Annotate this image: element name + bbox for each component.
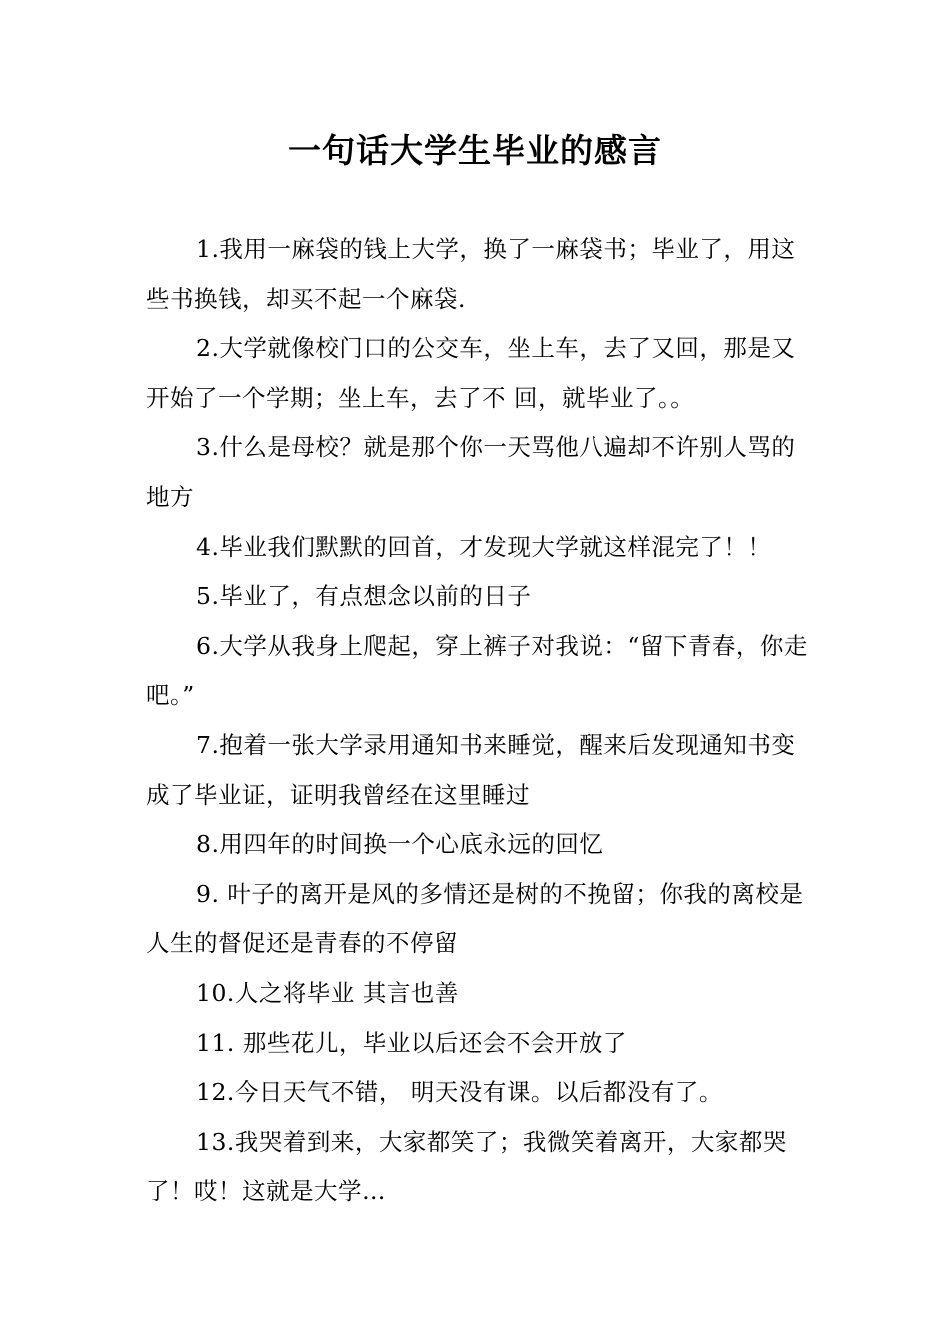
document-title: 一句话大学生毕业的感言 bbox=[288, 131, 662, 170]
quote-item-7: 7.抱着一张大学录用通知书来睡觉，醒来后发现通知书变成了毕业证，证明我曾经在这里睡过 bbox=[146, 730, 796, 809]
quote-item-11: 11. 那些花儿，毕业以后还会不会开放了 bbox=[196, 1028, 627, 1057]
quote-item-10: 10.人之将毕业 其言也善 bbox=[196, 978, 459, 1007]
quote-item-8: 8.用四年的时间换一个心底永远的回忆 bbox=[196, 830, 604, 859]
quote-item-13: 13.我哭着到来，大家都笑了；我微笑着离开，大家都哭了！哎！这就是大学… bbox=[146, 1127, 787, 1206]
quote-item-1: 1.我用一麻袋的钱上大学，换了一麻袋书；毕业了，用这些书换钱，却买不起一个麻袋. bbox=[146, 235, 796, 313]
quote-item-9: 9. 叶子的离开是风的多情还是树的不挽留；你我的离校是人生的督促还是青春的不停留 bbox=[146, 879, 804, 958]
document-body bbox=[146, 225, 810, 1217]
quote-item-2: 2.大学就像校门口的公交车，坐上车，去了又回，那是又开始了一个学期；坐上车，去了不 回，就毕业了。。 bbox=[146, 334, 796, 412]
quote-item-4: 4.毕业我们默默的回首，才发现大学就这样混完了！！ bbox=[196, 532, 772, 561]
quote-item-5: 5.毕业了，有点想念以前的日子 bbox=[196, 582, 532, 611]
quote-item-6: 6.大学从我身上爬起，穿上裤子对我说：“留下青春，你走吧。” bbox=[146, 631, 808, 710]
quote-item-3: 3.什么是母校？就是那个你一天骂他八遍却不许别人骂的地方 bbox=[146, 433, 796, 511]
quote-item-12: 12.今日天气不错， 明天没有课。以后都没有了。 bbox=[196, 1078, 723, 1107]
